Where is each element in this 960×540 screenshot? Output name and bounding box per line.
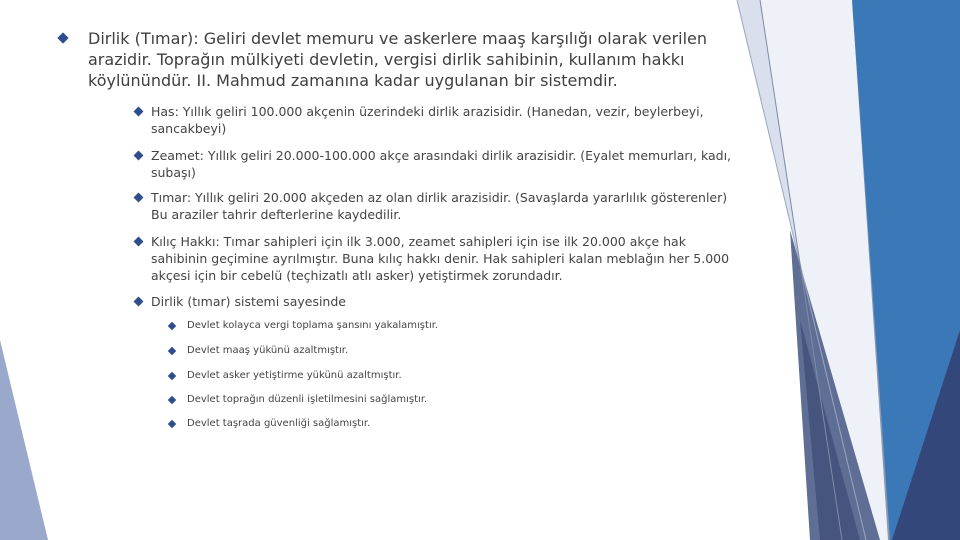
main-bullet-text: Dirlik (Tımar): Geliri devlet memuru ve askerlere maaş karşılığı olarak verilen arazidir. Toprağın mülkiyeti devletin, vergisi dirlik sahibinin, kullanım hakkı köylünündür. II. Mahmud zamanına kadar uygulanan bir sistemdir. (88, 29, 708, 90)
nested-list-item (167, 319, 727, 333)
nested-list-item-text: Devlet taşrada güvenliği sağlamıştır. (187, 418, 371, 429)
nested-list-item (167, 344, 727, 358)
diamond-bullet-icon (57, 32, 68, 43)
diamond-bullet-icon (168, 396, 176, 404)
main-bullet (57, 28, 727, 91)
list-item-text: Kılıç Hakkı: Tımar sahipleri için ilk 3.000, zeamet sahipleri için ise ilk 20.000 akçe hak sahibinin geçimine ayrılmıştır. Buna kılıç hakkı denir. Hak sahipleri kalan meblağın her 5.000 akçesi için bir cebelü (teçhizatlı atlı asker) yetiştirmek zorundadır. (151, 234, 730, 283)
nested-list-item-text: Devlet kolayca vergi toplama şansını yakalamıştır. (187, 320, 439, 331)
list-item (133, 103, 733, 137)
list-item-text: Has: Yıllık geliri 100.000 akçenin üzerindeki dirlik arazisidir. (Hanedan, vezir, beylerbeyi, sancakbeyi) (151, 104, 704, 136)
nested-list-item (167, 369, 727, 383)
diamond-bullet-icon (134, 237, 144, 247)
list-item-text: Dirlik (tımar) sistemi sayesinde (151, 294, 346, 309)
diamond-bullet-icon (168, 372, 176, 380)
list-item (133, 189, 733, 223)
nested-list-item-text: Devlet toprağın düzenli işletilmesini sağlamıştır. (187, 394, 428, 405)
nested-list-item-text: Devlet asker yetiştirme yükünü azaltmıştır. (187, 370, 402, 381)
nested-list-item (167, 393, 727, 407)
nested-list-item-text: Devlet maaş yükünü azaltmıştır. (187, 345, 349, 356)
list-item (133, 233, 733, 284)
diamond-bullet-icon (134, 151, 144, 161)
list-item-text: Tımar: Yıllık geliri 20.000 akçeden az olan dirlik arazisidir. (Savaşlarda yararlılık gösterenler) Bu araziler tahrir defterlerine kaydedilir. (151, 190, 728, 222)
list-item (133, 147, 733, 181)
list-item (133, 293, 733, 310)
diamond-bullet-icon (134, 297, 144, 307)
diamond-bullet-icon (168, 420, 176, 428)
diamond-bullet-icon (168, 347, 176, 355)
diamond-bullet-icon (168, 322, 176, 330)
list-item-text: Zeamet: Yıllık geliri 20.000-100.000 akçe arasındaki dirlik arazisidir. (Eyalet memurları, kadı, subaşı) (151, 148, 732, 180)
diamond-bullet-icon (134, 107, 144, 117)
nested-list-item (167, 417, 727, 431)
diamond-bullet-icon (134, 193, 144, 203)
